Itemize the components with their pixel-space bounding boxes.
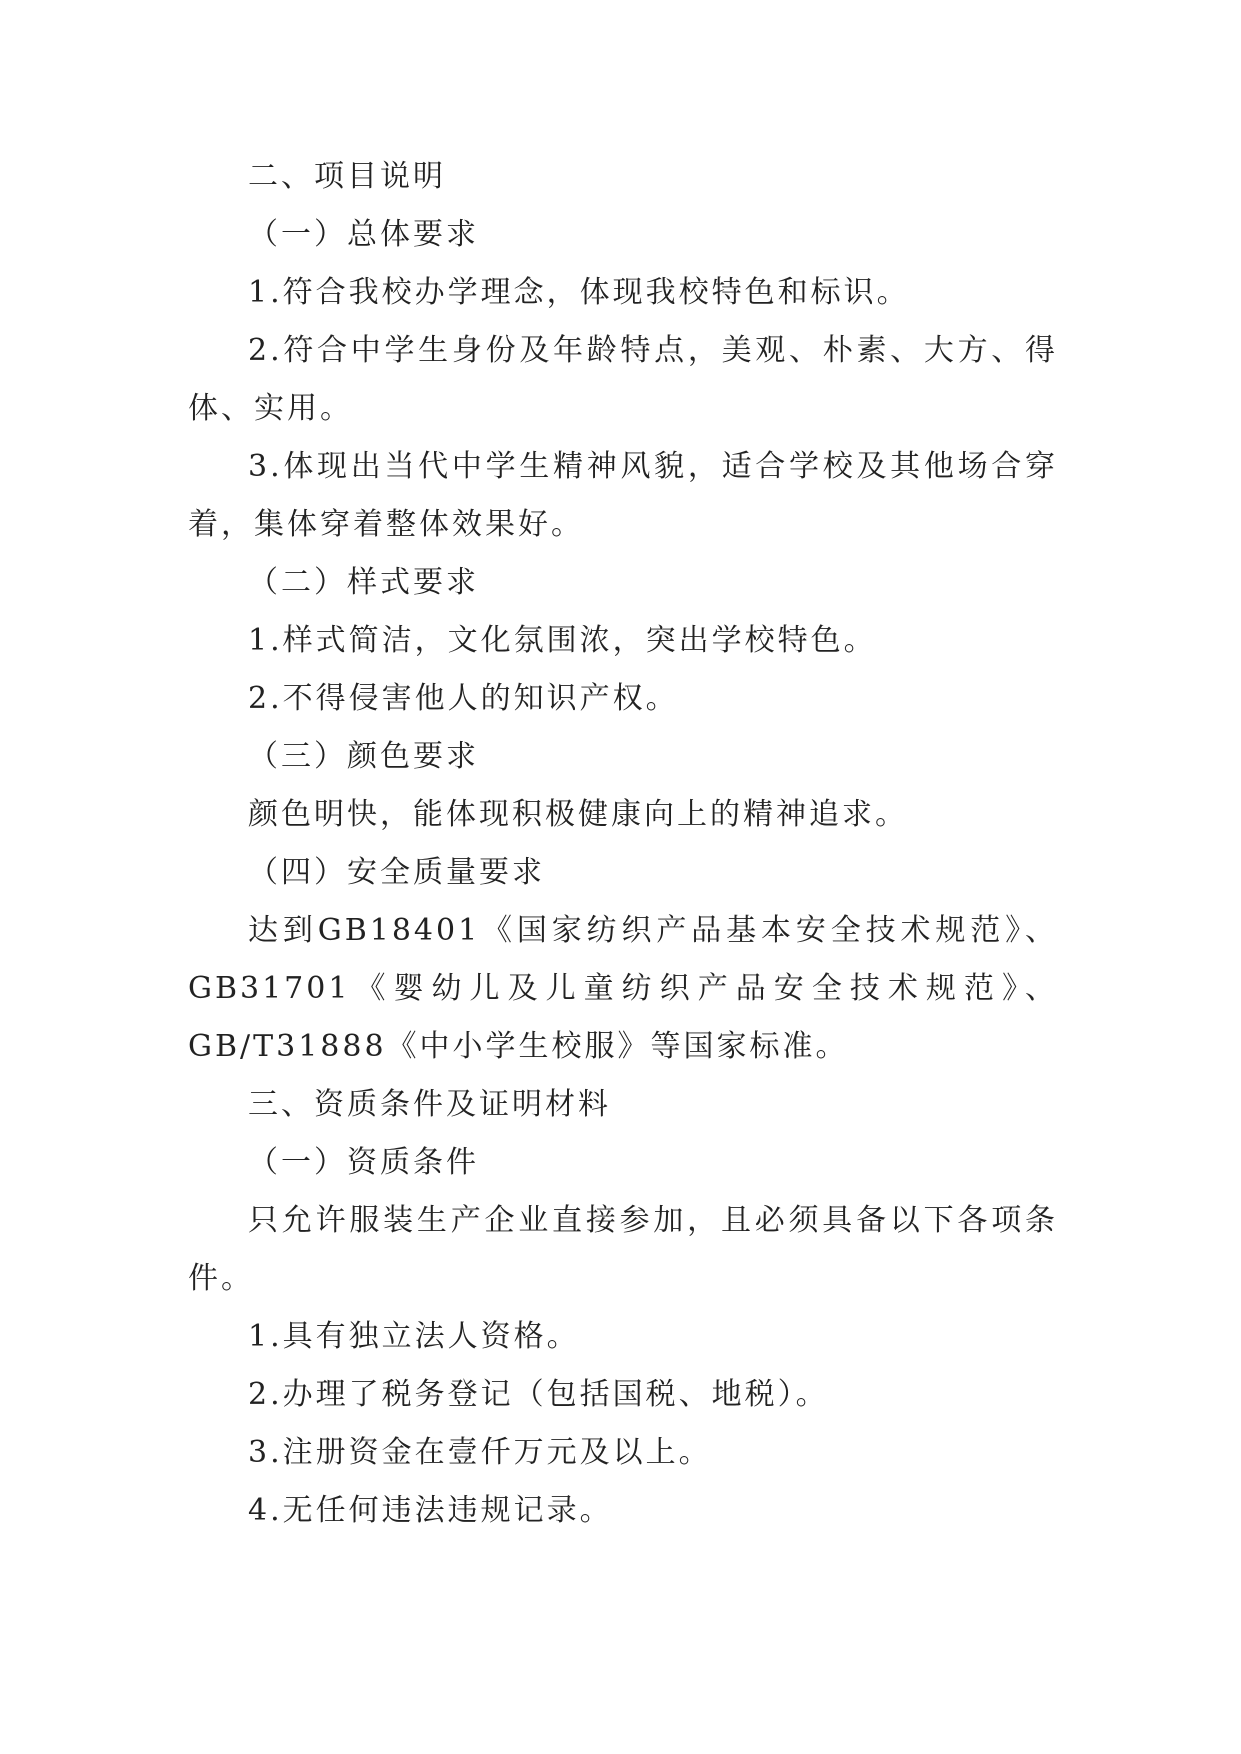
subsection-heading: （一）资质条件	[248, 1145, 479, 1180]
subsection-heading: （四）安全质量要求	[248, 855, 545, 890]
section-heading: 三、资质条件及证明材料	[248, 1087, 611, 1122]
list-item: 1.样式简洁，文化氛围浓，突出学校特色。	[248, 623, 877, 658]
list-item: 2.办理了税务登记（包括国税、地税）。	[248, 1377, 829, 1412]
subsection-heading: （三）颜色要求	[248, 739, 479, 774]
body-paragraph: 颜色明快，能体现积极健康向上的精神追求。	[248, 797, 908, 832]
list-item: 1.具有独立法人资格。	[248, 1319, 580, 1354]
list-item: 1.符合我校办学理念，体现我校特色和标识。	[248, 275, 910, 310]
body-paragraph: 只允许服装生产企业直接参加，且必须具备以下各项条件。	[188, 1203, 1058, 1296]
section-heading: 二、项目说明	[248, 159, 446, 194]
body-paragraph: 达到GB18401《国家纺织产品基本安全技术规范》、GB31701《婴幼儿及儿童纺织产品安全技术规范》、GB/T31888《中小学生校服》等国家标准。	[188, 913, 1058, 1064]
list-item: 4.无任何违法违规记录。	[248, 1493, 613, 1528]
list-item: 2.不得侵害他人的知识产权。	[248, 681, 679, 716]
list-item: 2.符合中学生身份及年龄特点，美观、朴素、大方、得体、实用。	[188, 333, 1058, 426]
document-page	[188, 148, 1058, 1540]
subsection-heading: （二）样式要求	[248, 565, 479, 600]
list-item: 3.体现出当代中学生精神风貌，适合学校及其他场合穿着，集体穿着整体效果好。	[188, 449, 1058, 542]
subsection-heading: （一）总体要求	[248, 217, 479, 252]
list-item: 3.注册资金在壹仟万元及以上。	[248, 1435, 712, 1470]
